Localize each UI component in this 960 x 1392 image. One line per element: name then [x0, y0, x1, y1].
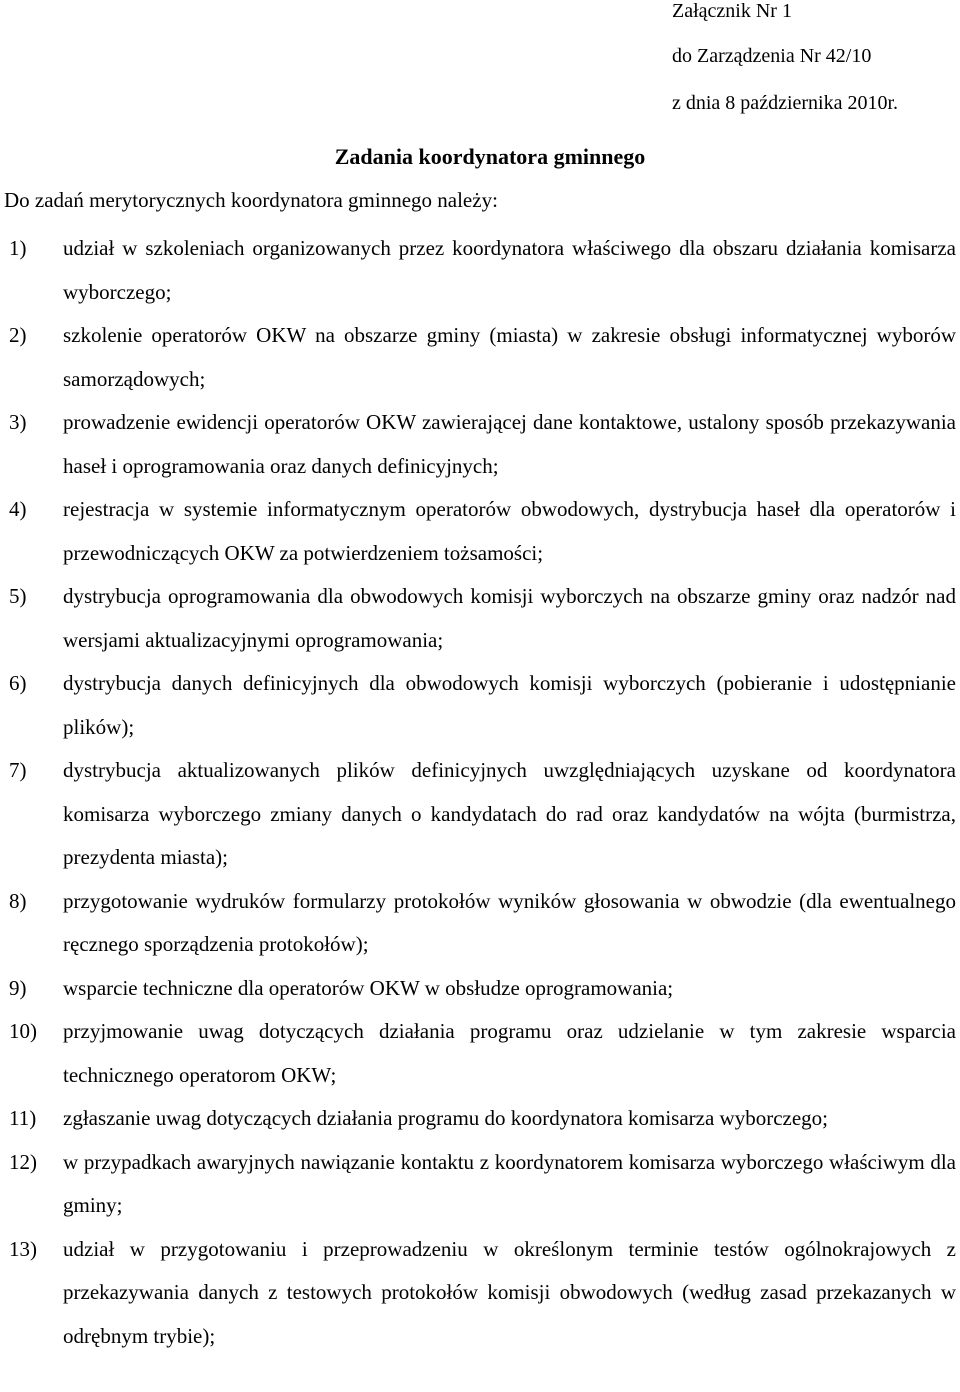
task-number: 9): [9, 975, 27, 1000]
task-text: wsparcie techniczne dla operatorów OKW w obsłudze oprogramowania;: [63, 975, 674, 1000]
attachment-label: Załącznik Nr 1: [672, 0, 792, 22]
task-number: 2): [9, 323, 27, 347]
task-number: 3): [9, 410, 27, 434]
task-text: rejestracja w systemie informatycznym operatorów obwodowych, dystrybucja haseł dla operatorów i przewodniczących OKW za potwierdzeniem tożsamości;: [63, 497, 956, 565]
task-text: udział w przygotowaniu i przeprowadzeniu w określonym terminie testów ogólnokrajowych z przekazywania danych z testowych protokołów komisji obwodowych (według zasad przekazanych w odrębnym trybie);: [63, 1236, 956, 1348]
task-number: 1): [9, 236, 27, 260]
task-number: 11): [9, 1106, 37, 1130]
task-number: 12): [9, 1149, 37, 1174]
task-text: szkolenie operatorów OKW na obszarze gminy (miasta) w zakresie obsługi informatycznej wyborów samorządowych;: [63, 323, 956, 391]
intro-paragraph: Do zadań merytorycznych koordynatora gminnego należy:: [4, 188, 498, 212]
task-item-2: [0, 314, 956, 401]
task-number: 4): [9, 497, 27, 521]
task-number: 6): [9, 671, 27, 695]
task-item-8: [0, 880, 956, 967]
task-item-6: [0, 662, 956, 749]
task-text: zgłaszanie uwag dotyczących działania programu do koordynatora komisarza wyborczego;: [63, 1106, 829, 1130]
document-title: Zadania koordynatora gminnego: [334, 144, 646, 169]
task-text: przyjmowanie uwag dotyczących działania programu oraz udzielanie w tym zakresie wsparcia technicznego operatorom OKW;: [63, 1019, 956, 1087]
task-number: 5): [9, 584, 27, 608]
task-list: [0, 227, 956, 1358]
ordinance-date: z dnia 8 października 2010r.: [672, 92, 899, 114]
task-item-4: [0, 488, 956, 575]
task-item-3: [0, 401, 956, 488]
task-text: przygotowanie wydruków formularzy protokołów wyników głosowania w obwodzie (dla ewentualnego ręcznego sporządzenia protokołów);: [63, 888, 956, 956]
task-number: 10): [9, 1019, 37, 1043]
task-item-7: [0, 749, 956, 880]
task-item-11: [0, 1097, 956, 1141]
task-number: 13): [9, 1236, 37, 1261]
ordinance-reference: do Zarządzenia Nr 42/10: [672, 45, 872, 67]
task-text: dystrybucja danych definicyjnych dla obwodowych komisji wyborczych (pobieranie i udostępnianie plików);: [63, 671, 956, 739]
task-text: dystrybucja aktualizowanych plików definicyjnych uwzględniających uzyskane od koordynatora komisarza wyborczego zmiany danych o kandydatach do rad oraz kandydatów na wójta (burmistrza, prezydenta miasta);: [63, 758, 956, 869]
task-item-9: [0, 967, 956, 1011]
task-text: dystrybucja oprogramowania dla obwodowych komisji wyborczych na obszarze gminy oraz nadzór nad wersjami aktualizacyjnymi oprogramowania;: [63, 584, 956, 652]
task-text: udział w szkoleniach organizowanych przez koordynatora właściwego dla obszaru działania komisarza wyborczego;: [63, 236, 956, 304]
task-item-1: [0, 227, 956, 314]
task-number: 7): [9, 758, 27, 782]
task-number: 8): [9, 888, 27, 913]
task-item-10: [0, 1010, 956, 1097]
task-item-13: [0, 1228, 956, 1359]
task-item-5: [0, 575, 956, 662]
task-text: w przypadkach awaryjnych nawiązanie kontaktu z koordynatorem komisarza wyborczego właściwym dla gminy;: [63, 1149, 956, 1217]
task-text: prowadzenie ewidencji operatorów OKW zawierającej dane kontaktowe, ustalony sposób przekazywania haseł i oprogramowania oraz danych definicyjnych;: [63, 410, 956, 478]
task-item-12: [0, 1141, 956, 1228]
